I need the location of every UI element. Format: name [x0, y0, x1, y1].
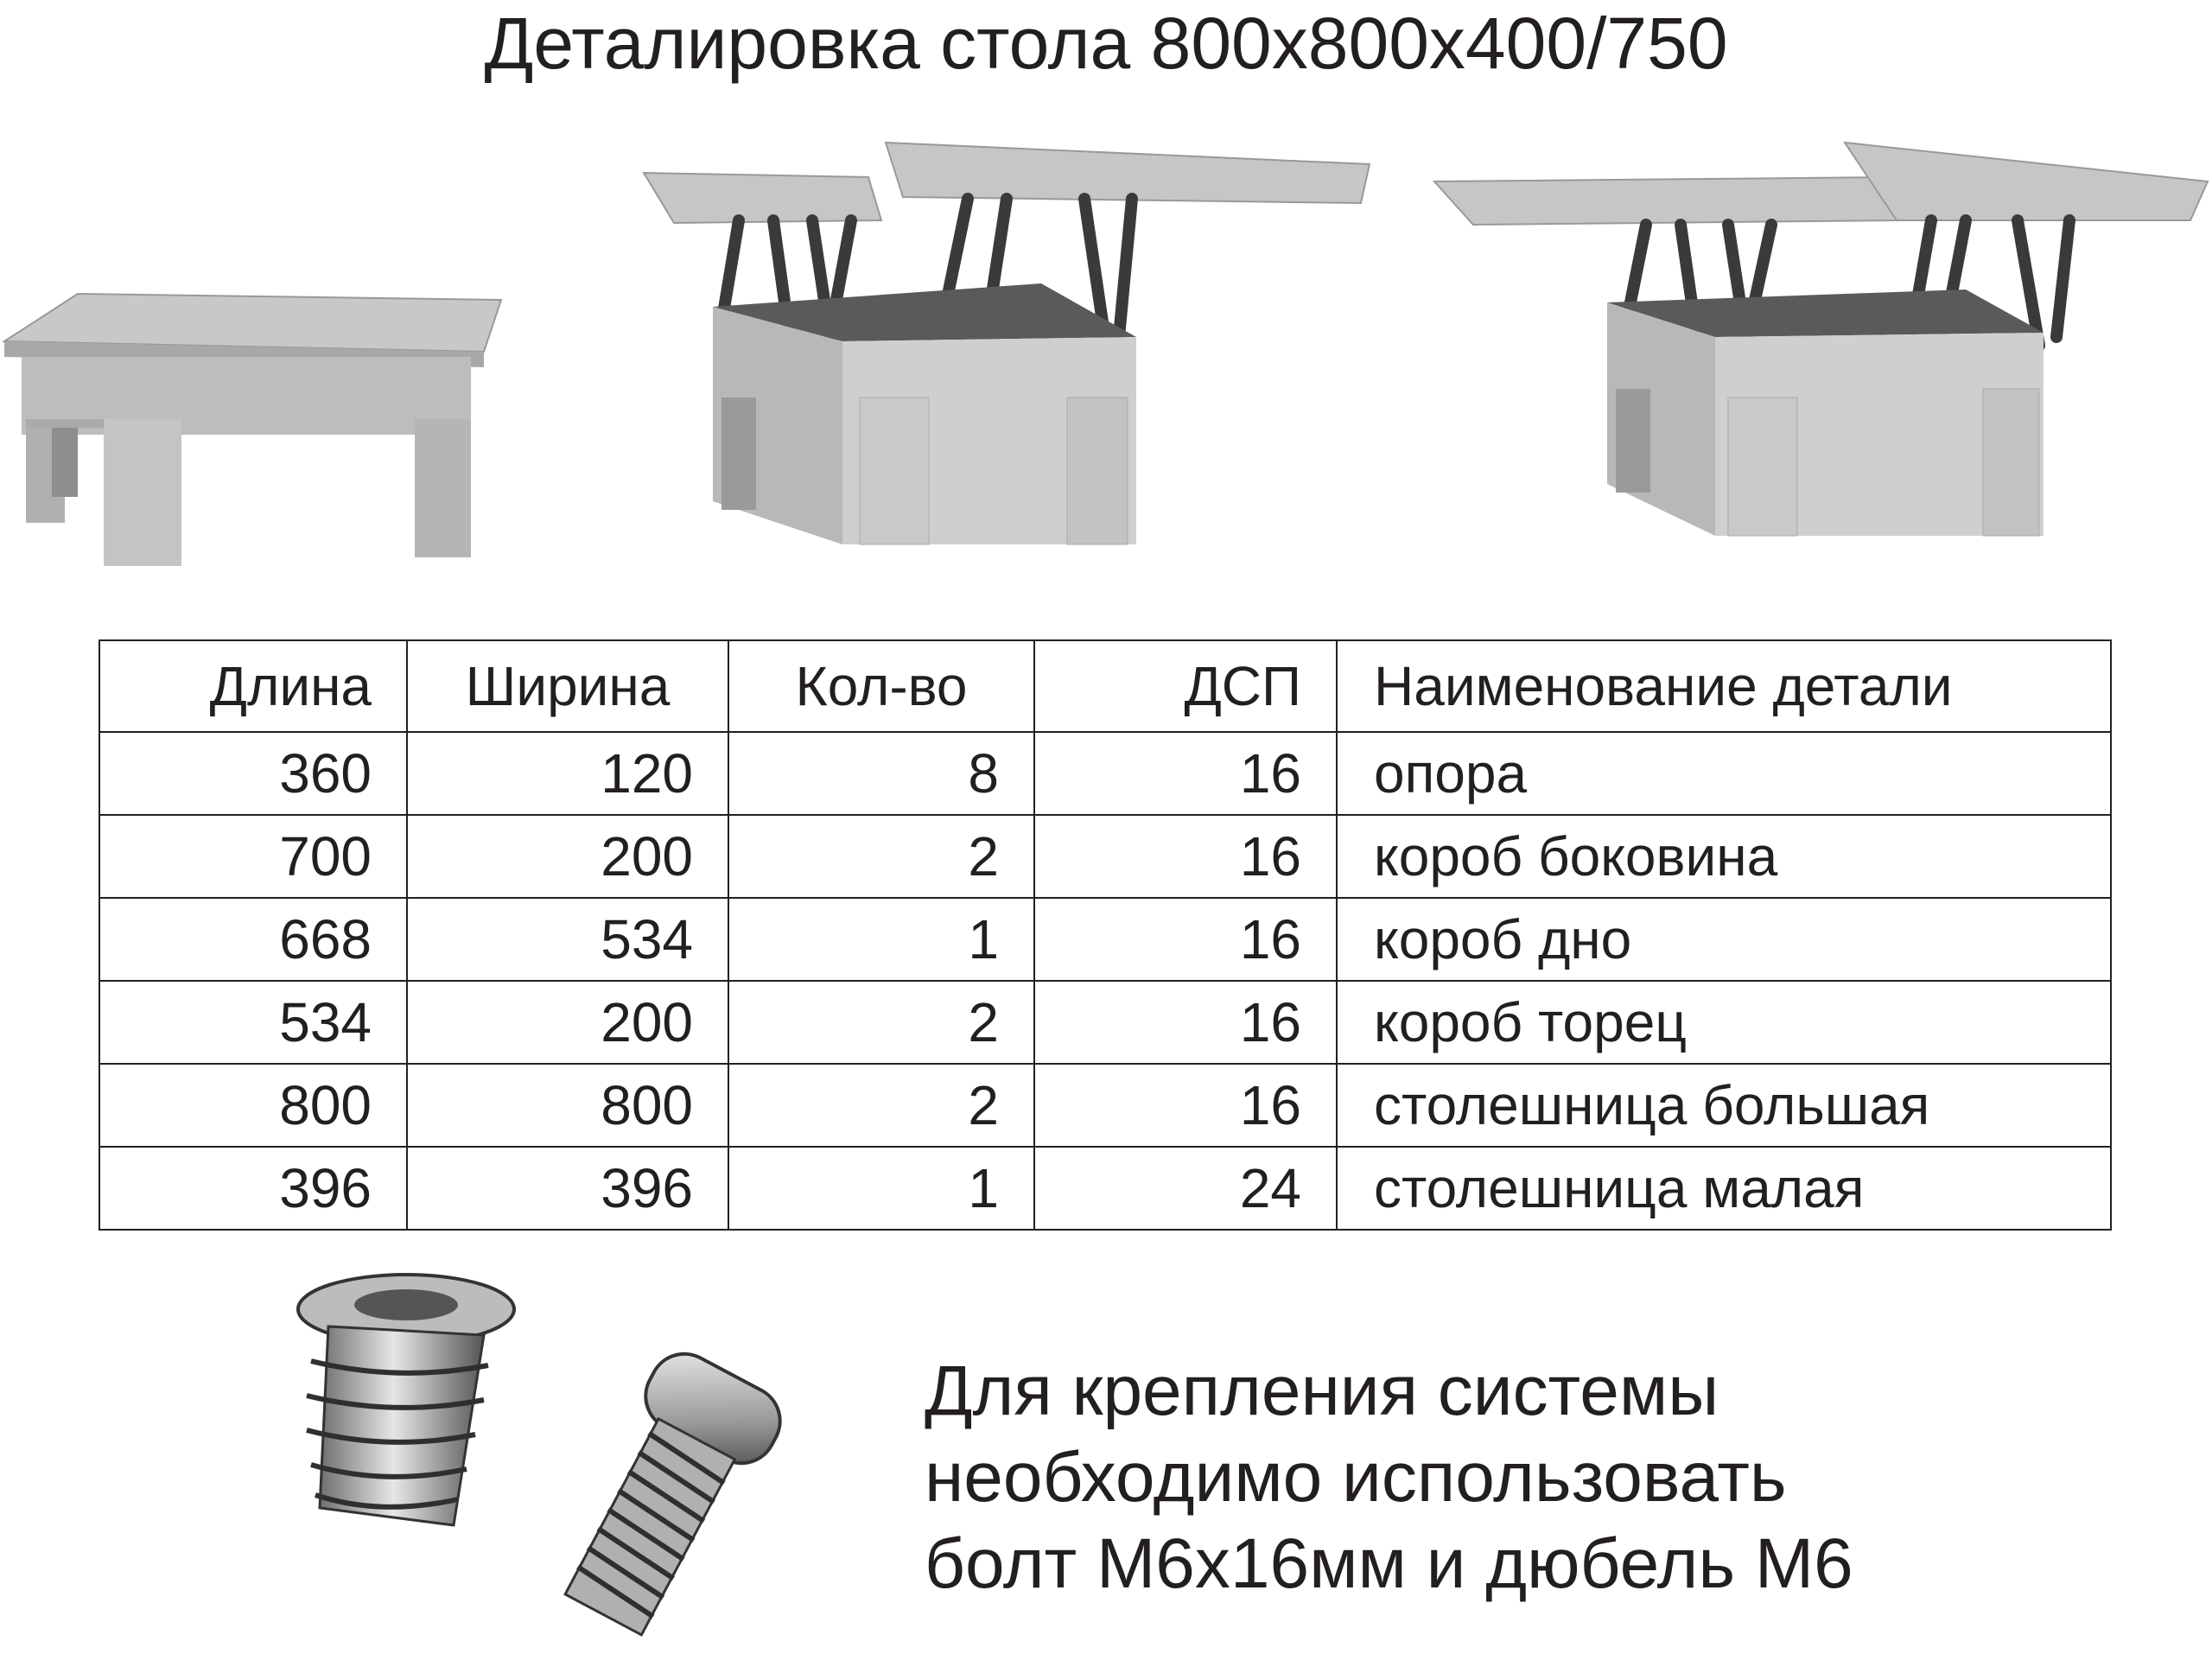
table-row: [99, 1064, 2111, 1147]
cell-length: 534: [99, 981, 407, 1064]
cell-dsp: 16: [1034, 898, 1337, 981]
cell-part-name: опора: [1337, 732, 2111, 815]
half-open-table-icon: [635, 138, 1378, 553]
cell-qty: 8: [728, 732, 1034, 815]
cell-dsp: 16: [1034, 1064, 1337, 1147]
header-width: Ширина: [407, 640, 728, 732]
cell-width: 396: [407, 1147, 728, 1230]
cell-qty: 2: [728, 981, 1034, 1064]
page-title: Деталировка стола 800х800х400/750: [484, 3, 1728, 84]
cell-length: 360: [99, 732, 407, 815]
cell-length: 668: [99, 898, 407, 981]
table-row: [99, 815, 2111, 898]
cell-width: 200: [407, 815, 728, 898]
header-qty: Кол-во: [728, 640, 1034, 732]
cell-width: 120: [407, 732, 728, 815]
cell-part-name: короб боковина: [1337, 815, 2111, 898]
cell-dsp: 16: [1034, 815, 1337, 898]
table-row: [99, 981, 2111, 1064]
fastening-note: [925, 1348, 2169, 1607]
cell-qty: 1: [728, 898, 1034, 981]
cell-dsp: 24: [1034, 1147, 1337, 1230]
cell-qty: 2: [728, 1064, 1034, 1147]
parts-table: [99, 639, 2112, 1231]
dowel-icon: [268, 1266, 518, 1551]
note-line: Для крепления системы: [925, 1352, 1719, 1430]
header-length: Длина: [99, 640, 407, 732]
cell-length: 396: [99, 1147, 407, 1230]
cell-length: 700: [99, 815, 407, 898]
table-row: [99, 732, 2111, 815]
header-dsp: ДСП: [1034, 640, 1337, 732]
header-part-name: Наименование детали: [1337, 640, 2111, 732]
cell-width: 800: [407, 1064, 728, 1147]
cell-dsp: 16: [1034, 981, 1337, 1064]
bolt-icon: [540, 1348, 817, 1638]
cell-width: 534: [407, 898, 728, 981]
cell-length: 800: [99, 1064, 407, 1147]
cell-part-name: столешница малая: [1337, 1147, 2111, 1230]
cell-part-name: короб торец: [1337, 981, 2111, 1064]
closed-table-icon: [0, 281, 510, 575]
cell-part-name: столешница большая: [1337, 1064, 2111, 1147]
note-line: необходимо использовать: [925, 1438, 1787, 1517]
table-header-row: [99, 640, 2111, 732]
table-row: [99, 1147, 2111, 1230]
note-line: болт М6х16мм и дюбель М6: [925, 1524, 1853, 1603]
table-row: [99, 898, 2111, 981]
cell-dsp: 16: [1034, 732, 1337, 815]
open-table-icon: [1430, 138, 2212, 544]
cell-width: 200: [407, 981, 728, 1064]
cell-qty: 1: [728, 1147, 1034, 1230]
cell-qty: 2: [728, 815, 1034, 898]
cell-part-name: короб дно: [1337, 898, 2111, 981]
